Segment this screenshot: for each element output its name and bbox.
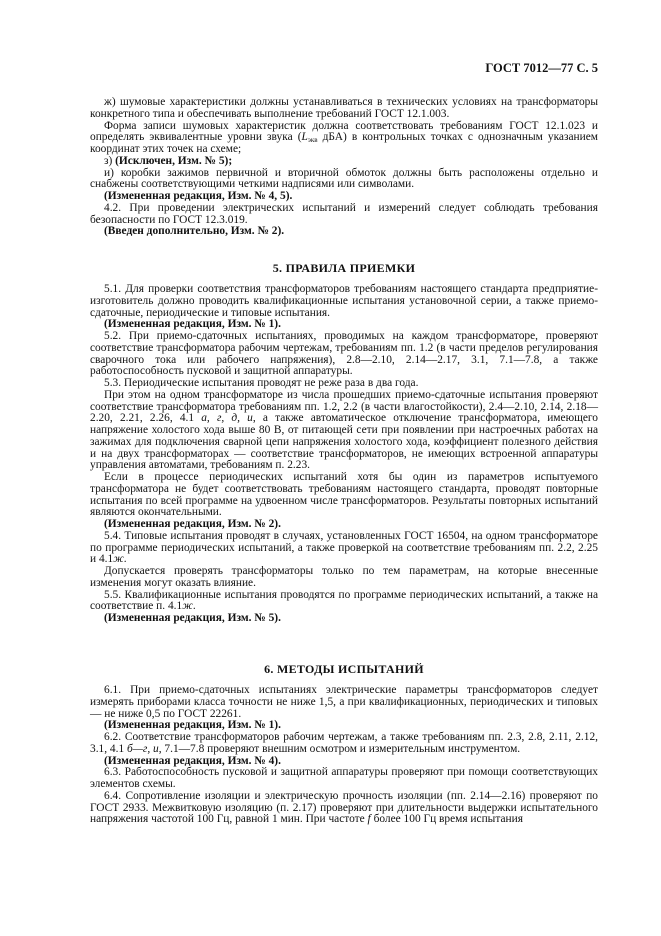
text-segment: Форма записи шумовых характеристик должна соответствовать требованиям ГОСТ 12.1.023 и определять эквивалентные уровни звука ( <box>90 119 598 144</box>
text-segment: . <box>123 553 127 566</box>
paragraph <box>90 732 598 756</box>
text-segment: (Измененная редакция, Изм. № 2). <box>104 518 281 530</box>
text-segment: з) <box>104 154 116 167</box>
text-segment: б—г, и <box>127 742 159 755</box>
paragraph <box>90 226 598 238</box>
text-segment: более 100 Гц время испытания <box>370 813 523 826</box>
text-segment: 6.4. Сопротивление изоляции и электрическую прочность изоляции (пп. 2.14—2.16) проверяют по ГОСТ 2933. Межвитковую изоляцию (п. 2.17) проверяют при длительности выдержки испытательного напряжения частотой 100 Гц, равной 1 мин. При частоте <box>90 789 598 826</box>
paragraph <box>90 590 598 614</box>
section-6-body <box>90 685 598 826</box>
text-segment: (Исключен, Изм. № 5); <box>115 154 233 167</box>
text-segment: 5.1. Для проверки соответствия трансформаторов требованиям настоящего стандарта предприятие-изготовитель должно проводить квалификационные испытания установочной серии, а также приемо-сдаточные, периодические и типовые испытания. <box>90 283 598 319</box>
text-segment: 5.3. Периодические испытания проводят не реже раза в два года. <box>104 377 419 389</box>
text-segment: , а также автоматическое отключение трансформатора, имеющего напряжение холостого хода выше 80 В, от питающей сети при появлении при настроечных работах на зажимах для подключения сварной цепи напряжения холостого хода, коэффициент полезного действия и на двух трансформаторах — соответствие трансформаторов, не имеющих встроенной аппаратуры управления автоматами, требованиям п. 2.23. <box>90 412 598 472</box>
text-segment: , 7.1—7.8 проверяют внешним осмотром и измерительным инструментом. <box>158 742 521 755</box>
paragraph <box>90 767 598 791</box>
section-5-body <box>90 284 598 625</box>
paragraph <box>90 390 598 472</box>
text-segment: (Введен дополнительно, Изм. № 2). <box>104 225 285 238</box>
paragraph <box>90 203 598 227</box>
paragraph <box>90 566 598 590</box>
paragraph <box>90 791 598 826</box>
paragraph <box>90 685 598 720</box>
text-segment: (Измененная редакция, Изм. № 1). <box>104 318 281 331</box>
paragraph <box>90 284 598 319</box>
section-5-heading: 5. ПРАВИЛА ПРИЕМКИ <box>272 261 416 275</box>
paragraph <box>90 472 598 519</box>
text-segment: 4.2. При проведении электрических испытаний и измерений следует соблюдать требования безопасности по ГОСТ 12.3.019. <box>90 201 598 226</box>
paragraph <box>90 531 598 566</box>
paragraph <box>90 331 598 378</box>
text-segment: ж <box>182 600 193 613</box>
text-segment: (Измененная редакция, Изм. № 1). <box>104 719 281 732</box>
text-segment: При этом на одном трансформаторе из числа прошедших приемо-сдаточные испытания проверяют соответствие трансформатора требованиям пп. 1.2, 2.2 (в части влагостойкости), 2.4—2.10, 2.14, 2.18—2.20, 2.21, 2.26, 4.1 <box>90 388 598 425</box>
text-segment: 6.1. При приемо-сдаточных испытаниях электрические параметры трансформаторов следует измерять приборами класса точности не ниже 1,5, а при квалификационных, периодических и типовых — не ниже 0,5 по ГОСТ 22261. <box>90 684 598 720</box>
section-4-tail <box>90 97 598 238</box>
paragraph <box>90 168 598 192</box>
text-segment: f <box>367 813 371 826</box>
text-segment: 5.5. Квалификационные испытания проводятся по программе периодических испытаний, а также на соответствие п. 4.1 <box>90 588 598 613</box>
text-segment: (Измененная редакция, Изм. № 4). <box>104 754 281 767</box>
paragraph <box>90 97 598 121</box>
text-segment: L <box>301 131 308 144</box>
section-6-heading: 6. МЕТОДЫ ИСПЫТАНИЙ <box>264 662 424 676</box>
text-segment: Если в процессе периодических испытаний хотя бы один из параметров испытуемого трансформатора не будет соответствовать требованиям настоящего стандарта, проводят повторные испытания по всей программе на удвоенном числе трансформаторов. Результаты повторных испытаний являются окончательными. <box>90 471 598 519</box>
paragraph <box>90 121 598 156</box>
paragraph <box>90 613 598 625</box>
text-segment: 6.3. Работоспособность пусковой и защитной аппаратуры проверяют при помощи соответствующих элементов схемы. <box>90 766 598 790</box>
text-segment: . <box>192 600 196 613</box>
text-segment: (Измененная редакция, Изм. № 5). <box>104 612 281 624</box>
text-segment: дБА) в контрольных точках с однозначным указанием координат этих точек на схеме; <box>90 131 598 155</box>
text-segment: (Измененная редакция, Изм. № 4, 5). <box>104 190 293 202</box>
text-segment: 6.2. Соответствие трансформаторов рабочим чертежам, а также требованиям пп. 2.3, 2.8, 2.11, 2.12, 3.1, 4.1 <box>90 731 598 755</box>
text-segment: 5.2. При приемо-сдаточных испытаниях, проводимых на каждом трансформаторе, проверяют соответствие трансформатора рабочим чертежам, требованиям пп. 1.2 (в части пределов регулирования сварочного тока или рабочего напряжения), 2.8—2.10, 2.14—2.17, 3.1, 7.1—7.8, а также работоспособность пусковой и защитной аппаратуры. <box>90 330 598 378</box>
text-segment: экв <box>307 136 318 145</box>
text-segment: ж) шумовые характеристики должны устанавливаться в технических условиях на трансформаторы конкретного типа и обеспечивать выполнение требований ГОСТ 12.1.003. <box>90 96 598 120</box>
text-segment: Допускается проверять трансформаторы только по тем параметрам, на которые внесенные изменения могут оказать влияние. <box>90 565 598 589</box>
text-segment: а, г, д, и <box>201 412 253 425</box>
text-segment: и) коробки зажимов первичной и вторичной обмоток должны быть расположены отдельно и снабжены соответствующими четкими надписями или символами. <box>90 166 598 191</box>
text-segment: ж <box>113 553 124 566</box>
page-header: ГОСТ 7012—77 С. 5 <box>485 61 598 75</box>
text-segment: 5.4. Типовые испытания проводят в случаях, установленных ГОСТ 16504, на одном трансформаторе по программе периодических испытаний, а также проверкой на соответствие требованиям пп. 2.2, 2.25 и 4.1 <box>90 529 598 566</box>
